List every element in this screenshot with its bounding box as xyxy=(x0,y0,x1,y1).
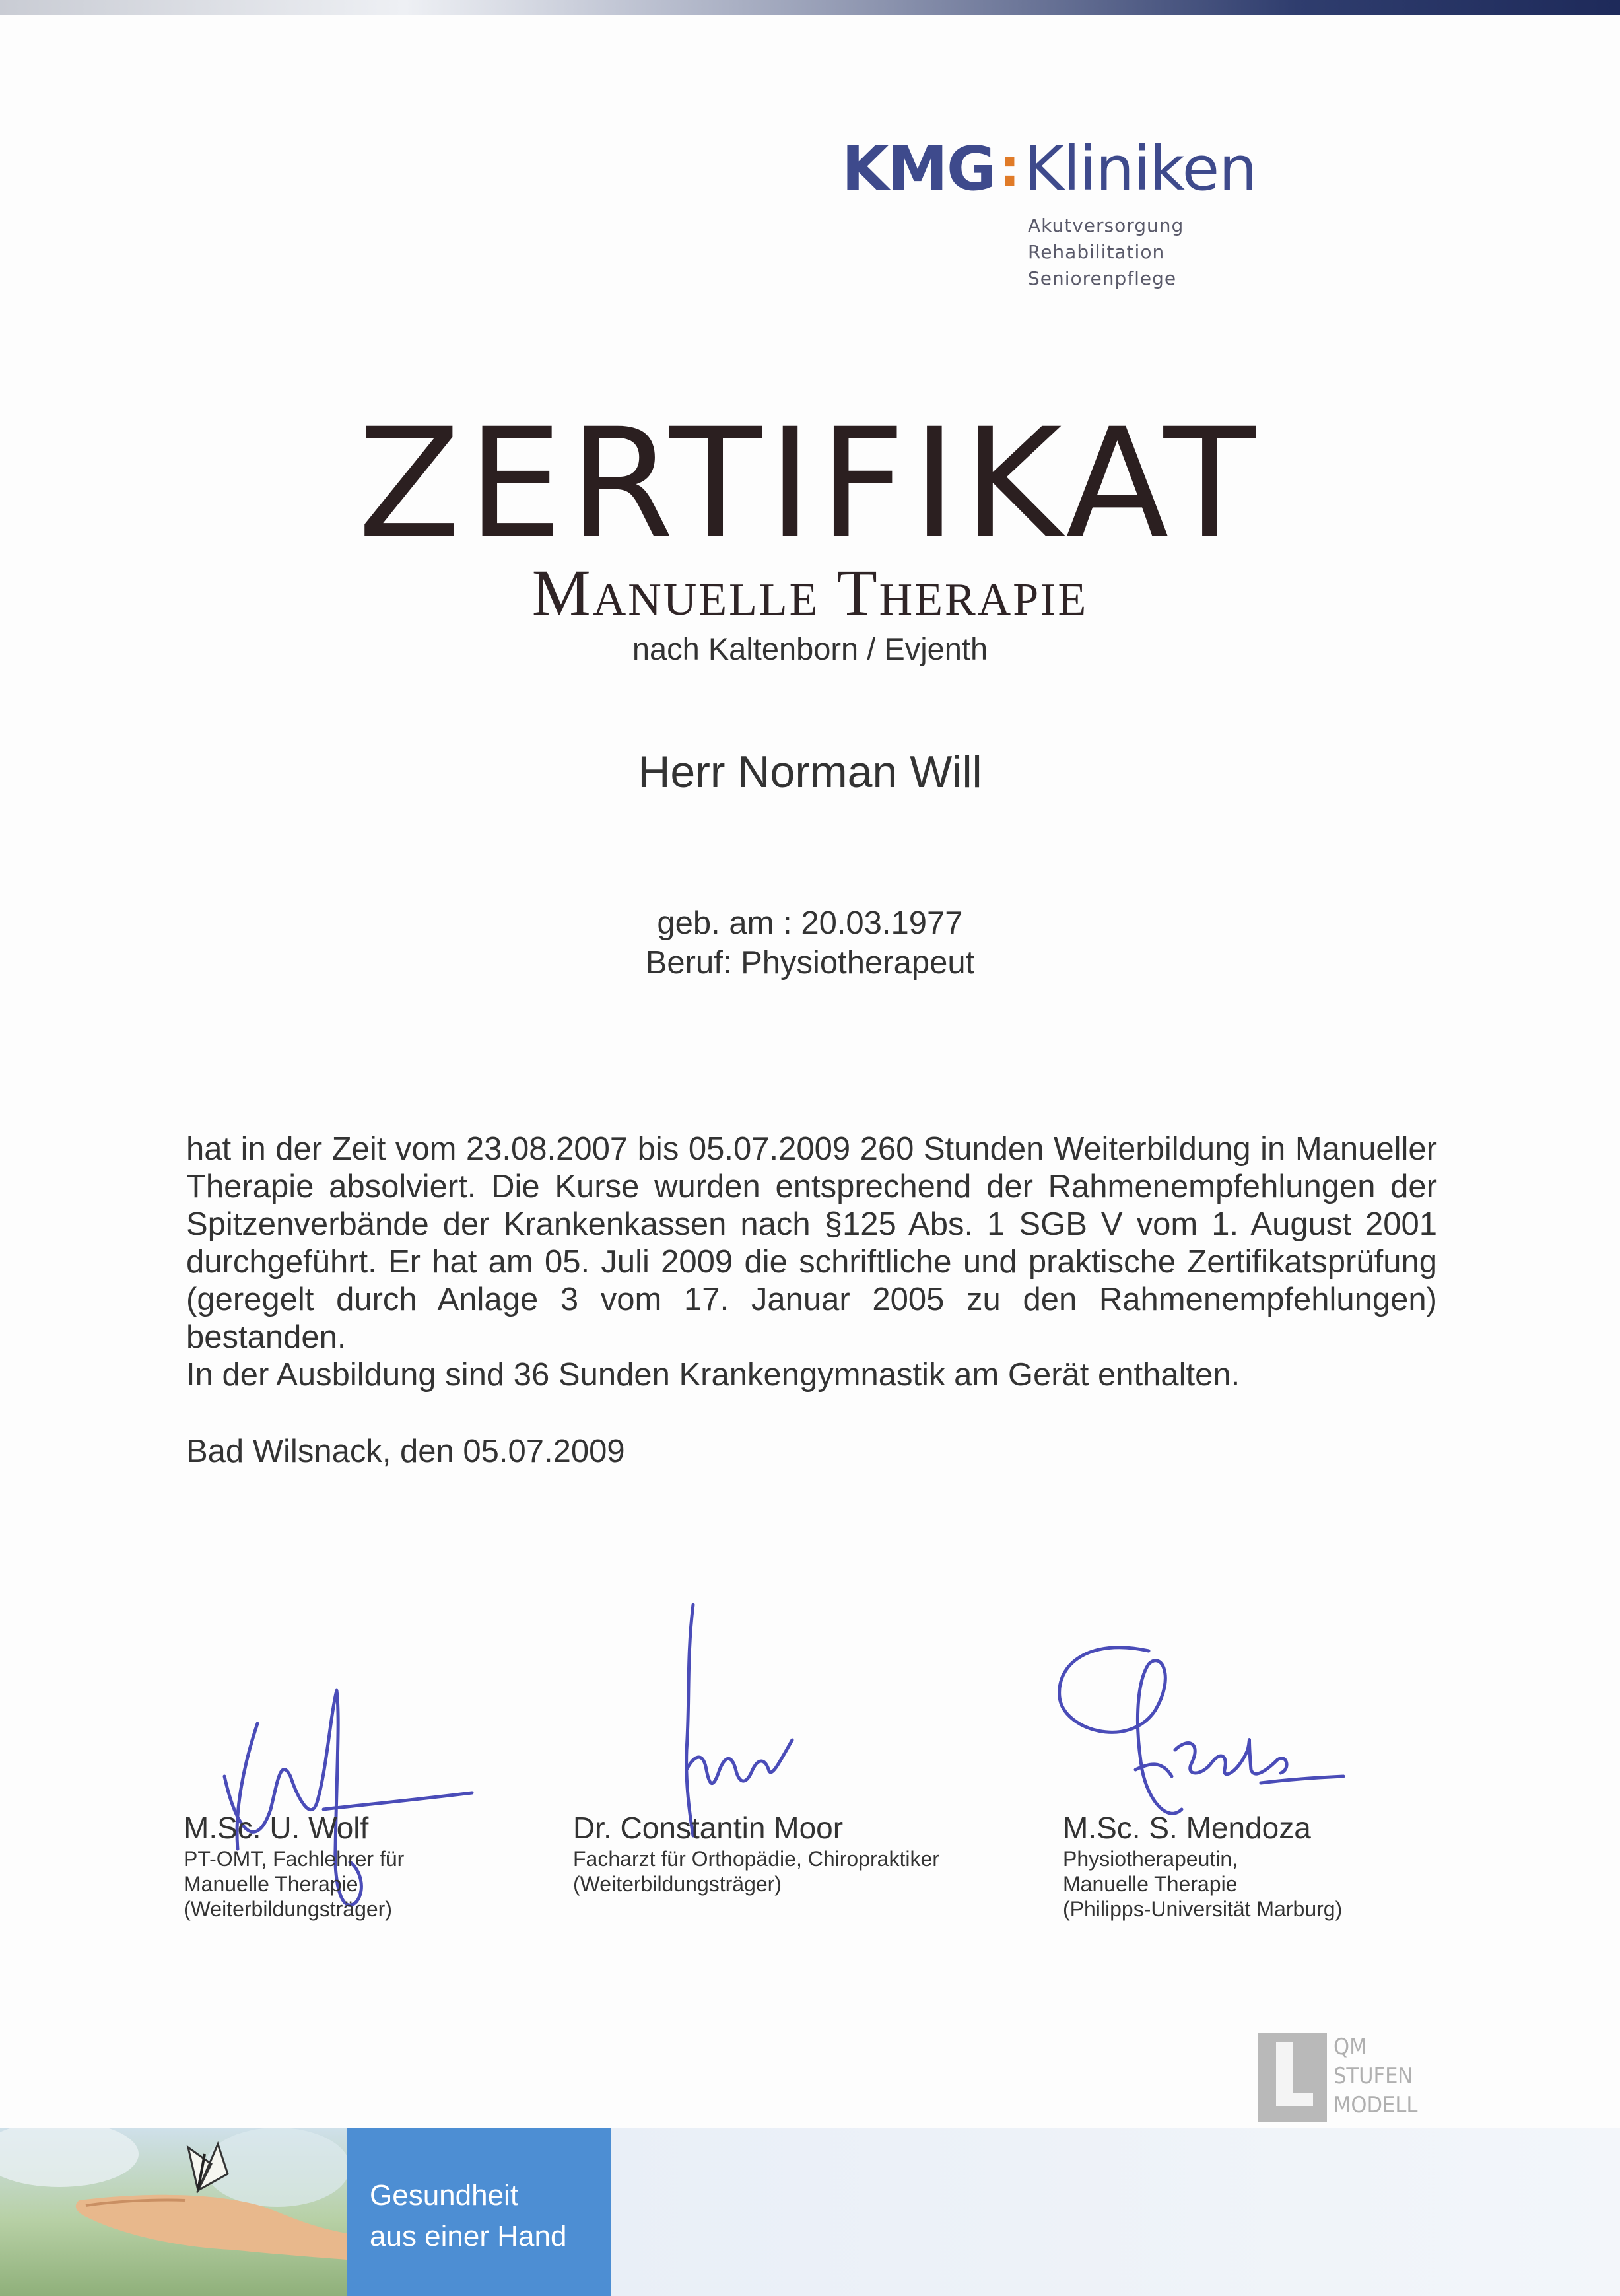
footer-claim-line: aus einer Hand xyxy=(370,2220,567,2252)
recipient-name: Herr Norman Will xyxy=(638,747,982,797)
signatory-name: M.Sc. S. Mendoza xyxy=(1063,1811,1311,1845)
hand-butterfly-image xyxy=(0,2128,347,2296)
logo-tagline: Akutversorgung xyxy=(1028,215,1184,236)
certificate-body xyxy=(186,1131,1437,1394)
logo-taglines xyxy=(1028,213,1184,292)
certificate-title: ZERTIFIKAT xyxy=(357,396,1263,571)
footer-light-panel xyxy=(611,2128,1620,2296)
footer-claim-line: Gesundheit xyxy=(370,2179,519,2211)
kmg-kliniken-logo xyxy=(842,133,1304,297)
qm-stamp xyxy=(1258,2033,1416,2125)
birth-date: geb. am : 20.03.1977 xyxy=(657,905,963,941)
logo-tagline: Seniorenpflege xyxy=(1028,267,1177,289)
logo-kliniken-text: Kliniken xyxy=(1024,133,1257,204)
therapy-method: nach Kaltenborn / Evjenth xyxy=(632,631,988,666)
signatory-name: M.Sc. U. Wolf xyxy=(184,1811,369,1845)
profession: Beruf: Physiotherapeut xyxy=(645,945,975,981)
logo-separator: : xyxy=(999,137,1021,198)
certificate-subtitle: Manuelle Therapie xyxy=(531,556,1089,629)
place-date: Bad Wilsnack, den 05.07.2009 xyxy=(186,1434,625,1469)
qm-text xyxy=(1333,2033,1417,2120)
body-paragraph: hat in der Zeit vom 23.08.2007 bis 05.07.2009 260 Stunden Weiterbildung in Manueller Therapie absolviert. Die Kurse wurden entsprechend der Rahmenempfehlungen der Spitzenverbände der Krankenkassen nach §125 Abs. 1 SGB V vom 1. August 2001 durchgeführt. Er hat am 05. Juli 2009 die schriftliche und praktische Zertifikatsprüfung (geregelt durch Anlage 3 vom 17. Januar 2005 zu den Rahmenempfehlungen) bestanden. xyxy=(186,1131,1437,1355)
recipient-details xyxy=(0,903,1620,983)
qm-line: MODELL xyxy=(1333,2092,1418,2118)
top-decorative-bar xyxy=(0,0,1620,15)
footer-band xyxy=(0,2128,1620,2296)
qm-logo-icon xyxy=(1258,2033,1327,2122)
signatory-block xyxy=(184,1809,404,1922)
signatory-role: PT-OMT, Fachlehrer für Manuelle Therapie (Weiterbildungsträger) xyxy=(184,1847,405,1921)
qm-line: STUFEN xyxy=(1333,2063,1413,2089)
signatory-block xyxy=(573,1809,939,1896)
qm-line: QM xyxy=(1333,2034,1367,2060)
body-paragraph: In der Ausbildung sind 36 Sunden Krankengymnastik am Gerät enthalten. xyxy=(186,1357,1240,1393)
signatory-name: Dr. Constantin Moor xyxy=(573,1811,844,1845)
footer-claim xyxy=(370,2175,566,2257)
signatory-role: Facharzt für Orthopädie, Chiropraktiker (Weiterbildungsträger) xyxy=(573,1847,939,1896)
logo-kmg-text: KMG xyxy=(842,133,996,204)
signatory-role: Physiotherapeutin, Manuelle Therapie (Philipps-Universität Marburg) xyxy=(1063,1847,1343,1921)
signatory-block xyxy=(1063,1809,1342,1922)
logo-tagline: Rehabilitation xyxy=(1028,241,1165,263)
